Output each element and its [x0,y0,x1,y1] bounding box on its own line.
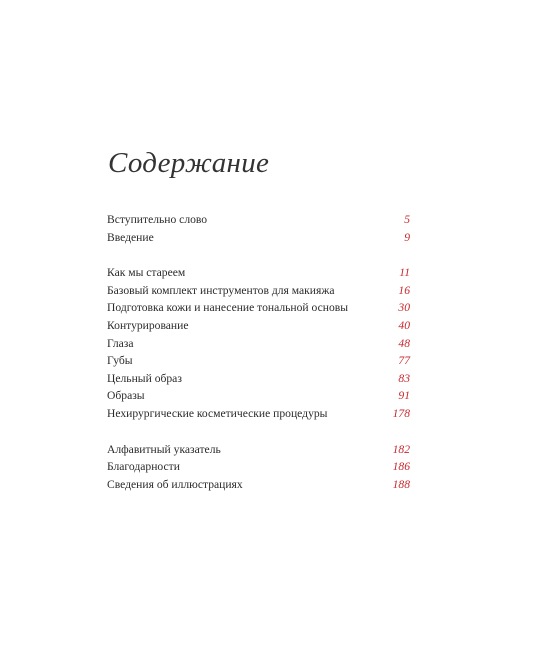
toc-entry-label: Как мы стареем [107,266,186,280]
table-of-contents [107,211,410,493]
toc-entry-label: Цельный образ [107,371,182,385]
toc-entry[interactable] [107,352,410,370]
toc-entry[interactable] [107,211,410,229]
toc-entry[interactable] [107,335,410,353]
toc-entry-page: 5 [404,213,410,226]
toc-entry-page: 9 [404,230,410,244]
toc-entry[interactable] [107,370,410,388]
toc-entry-page: 16 [398,283,410,297]
toc-entry[interactable] [107,476,410,494]
toc-entry[interactable] [107,299,410,317]
toc-entry-page: 83 [398,371,410,385]
toc-entry-label: Базовый комплект инструментов для макияжа [107,283,335,297]
toc-entry[interactable] [107,282,410,300]
toc-entry-label: Нехирургические косметические процедуры [107,406,328,420]
toc-entry-page: 91 [398,389,410,403]
toc-entry-label: Глаза [107,336,134,350]
toc-entry-page: 186 [392,460,410,474]
toc-entry-label: Алфавитный указатель [107,442,221,456]
toc-entry-label: Подготовка кожи и нанесение тональной основы [107,301,349,315]
toc-entry-label: Введение [107,230,154,244]
toc-group-chapters [107,264,410,422]
toc-entry-label: Вступительно слово [107,213,208,226]
toc-entry-page: 30 [398,301,410,315]
toc-entry[interactable] [107,387,410,405]
toc-group-front-matter [107,211,410,246]
toc-entry[interactable] [107,317,410,335]
toc-entry-page: 11 [399,266,410,280]
toc-entry-label: Контурирование [107,318,189,332]
toc-entry-label: Губы [107,354,133,368]
toc-entry-page: 40 [398,318,410,332]
toc-entry-page: 178 [392,406,410,420]
toc-entry-page: 77 [398,354,410,368]
toc-entry[interactable] [107,405,410,423]
toc-group-back-matter [107,441,410,494]
toc-entry[interactable] [107,229,410,247]
toc-entry-page: 188 [392,477,410,491]
page-title: Содержание [108,147,270,180]
toc-entry-label: Сведения об иллюстрациях [107,477,243,491]
toc-entry[interactable] [107,264,410,282]
toc-entry-label: Благодарности [107,460,180,474]
toc-entry-page: 182 [392,442,410,456]
toc-entry-page: 48 [398,336,410,350]
toc-entry[interactable] [107,458,410,476]
toc-entry[interactable] [107,441,410,459]
toc-entry-label: Образы [107,389,145,403]
